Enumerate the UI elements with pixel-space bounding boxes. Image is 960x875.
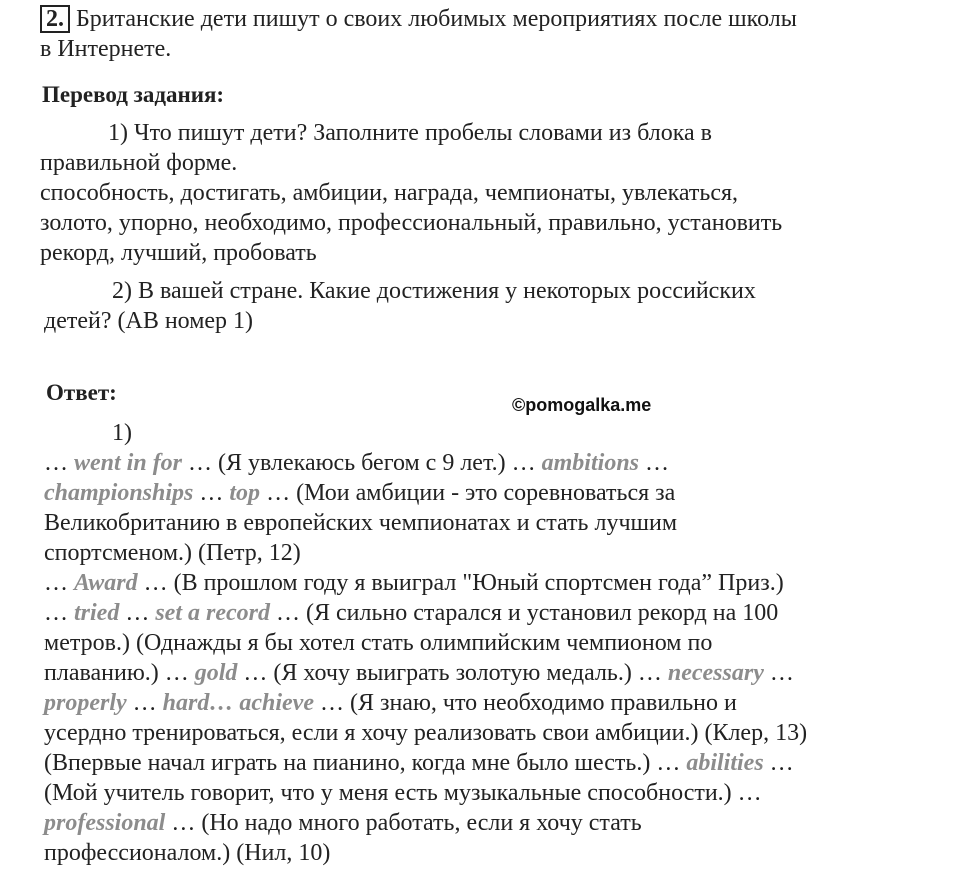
answer-text: Великобританию в европейских чемпионатах и стать лучшим <box>44 510 678 536</box>
answer-text: (Впервые начал играть на пианино, когда мне было шесть.) … <box>44 750 687 776</box>
answer-line <box>44 688 737 718</box>
answer-word: tried <box>74 600 120 626</box>
answer-text: … (Мои амбиции - это соревноваться за <box>260 480 676 506</box>
answer-line <box>44 778 762 808</box>
answer-text: плаванию.) … <box>44 660 195 686</box>
translation-p2-line2: детей? (АВ номер 1) <box>44 308 254 334</box>
translation-p1-line2: правильной форме. <box>40 150 238 176</box>
answer-text: … <box>763 750 794 776</box>
answer-text: метров.) (Однажды я бы хотел стать олимпийским чемпионом по <box>44 630 713 656</box>
answer-line <box>44 718 807 748</box>
answer-word: ambitions <box>541 450 639 476</box>
answer-text: … <box>193 480 230 506</box>
answer-text: … (В прошлом году я выиграл "Юный спортсмен года” Приз.) <box>137 570 784 596</box>
task-line-1 <box>40 4 797 34</box>
answer-text: … <box>763 660 794 686</box>
answer-word: hard… achieve <box>162 690 314 716</box>
answer-word: went in for <box>74 450 183 476</box>
answer-text: … <box>44 600 74 626</box>
answer-text: спортсменом.) (Петр, 12) <box>44 540 301 566</box>
answer-line <box>44 598 778 628</box>
answer-line <box>44 748 794 778</box>
answer-line <box>44 838 330 868</box>
word-block-line1: способность, достигать, амбиции, награда, чемпионаты, увлекаться, <box>40 180 739 206</box>
answer-word: set a record <box>155 600 270 626</box>
task-line-2: в Интернете. <box>40 36 172 62</box>
watermark: ©pomogalka.me <box>512 395 652 415</box>
answer-word: top <box>229 480 261 506</box>
answer-line <box>44 538 301 568</box>
answer-text: … (Я увлекаюсь бегом с 9 лет.) … <box>182 450 542 476</box>
answer-line <box>44 448 669 478</box>
answer-word: professional <box>44 810 166 836</box>
answer-text: профессионалом.) (Нил, 10) <box>44 840 331 866</box>
answer-line <box>44 658 794 688</box>
answer-word: championships <box>44 480 194 506</box>
answer-text: … (Я хочу выиграть золотую медаль.) … <box>237 660 668 686</box>
answer-word: Award <box>74 570 138 596</box>
answer-text: … (Я знаю, что необходимо правильно и <box>313 690 737 716</box>
answer-line <box>44 568 784 598</box>
answer-text: … <box>126 690 163 716</box>
answer-line <box>44 478 675 508</box>
translation-p2-line1: 2) В вашей стране. Какие достижения у некоторых российских <box>112 278 756 304</box>
answer-text: … <box>44 450 74 476</box>
answer-line <box>44 628 712 658</box>
answer-word: properly <box>44 690 127 716</box>
answer-word: gold <box>194 660 238 686</box>
word-block-line3: рекорд, лучший, пробовать <box>40 240 317 266</box>
answer-number: 1) <box>112 420 132 446</box>
answer-text: … <box>44 570 74 596</box>
answer-text: (Мой учитель говорит, что у меня есть музыкальные способности.) … <box>44 780 762 806</box>
answer-heading: Ответ: <box>46 380 117 405</box>
answer-word: necessary <box>667 660 764 686</box>
answer-text: … (Но надо много работать, если я хочу стать <box>165 810 642 836</box>
word-block-line2: золото, упорно, необходимо, профессиональный, правильно, установить <box>40 210 783 236</box>
answer-line <box>44 808 642 838</box>
translation-heading: Перевод задания: <box>42 82 225 107</box>
answer-line <box>44 508 677 538</box>
answer-text: … (Я сильно старался и установил рекорд на 100 <box>269 600 779 626</box>
translation-p1-line1: 1) Что пишут дети? Заполните пробелы словами из блока в <box>108 120 712 146</box>
answer-text: … <box>119 600 156 626</box>
answer-text: … <box>639 450 669 476</box>
answer-text: усердно тренироваться, если я хочу реализовать свои амбиции.) (Клер, 13) <box>44 720 808 746</box>
answer-word: abilities <box>686 750 764 776</box>
task-text-1: Британские дети пишут о своих любимых мероприятиях после школы <box>76 6 797 32</box>
task-number-box: 2. <box>40 5 70 33</box>
